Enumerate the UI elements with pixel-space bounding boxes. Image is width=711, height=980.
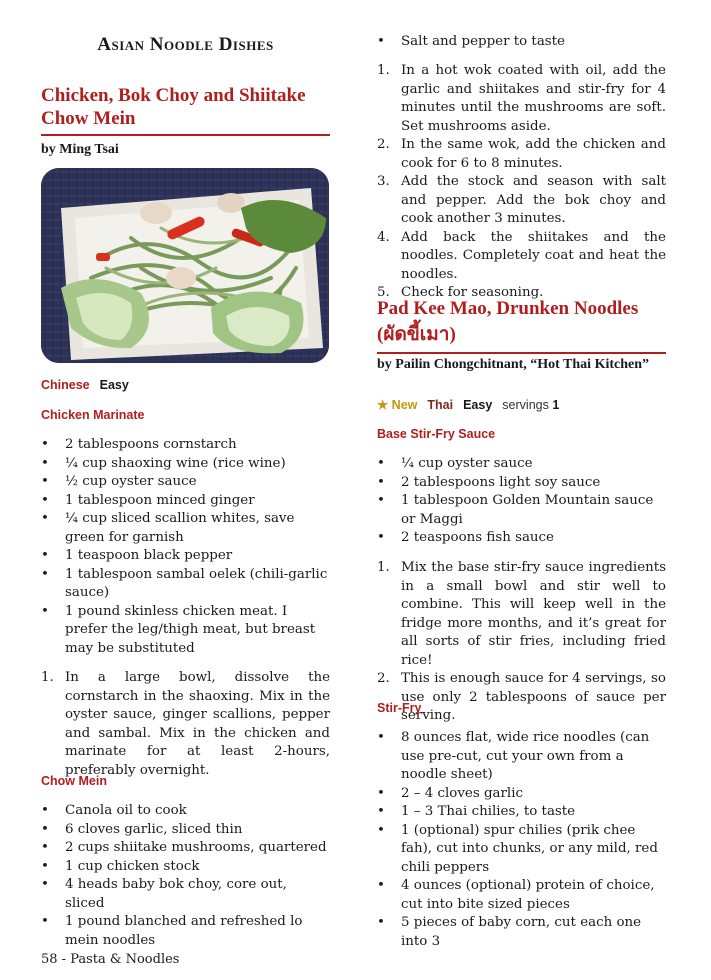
stir-fry-ingredients <box>377 729 666 951</box>
list-item: • 5 pieces of baby corn, cut each one into 3 <box>377 914 666 951</box>
tag-difficulty[interactable]: Easy <box>463 398 493 412</box>
step-item: 3. Add the stock and season with salt and pepper. Add the bok choy and cook another 3 minutes. <box>377 174 666 226</box>
list-item: • 6 cloves garlic, sliced thin <box>41 821 330 840</box>
list-item: • ¼ cup shaoxing wine (rice wine) <box>41 455 330 474</box>
list-item: • 1 (optional) spur chilies (prik chee fah), cut into chunks, or any mild, red chili peppers <box>377 822 666 878</box>
list-item: • 2 – 4 cloves garlic <box>377 785 666 804</box>
list-item: • 1 teaspoon black pepper <box>41 547 330 566</box>
step-item: 5. Check for seasoning. <box>377 285 544 300</box>
recipe-photo <box>41 168 329 363</box>
list-item: • 2 teaspoons fish sauce <box>377 529 666 548</box>
recipe1-title: Chicken, Bok Choy and Shiitake Chow Mein <box>41 84 330 136</box>
recipe1-author: by Ming Tsai <box>41 142 119 157</box>
section-heading-stir-fry: Stir-Fry <box>377 701 422 715</box>
recipe2-author: by Pailin Chongchitnant, “Hot Thai Kitchen” <box>377 357 650 372</box>
list-item: • ¼ cup sliced scallion whites, save green for garnish <box>41 510 330 547</box>
tag-cuisine[interactable]: Thai <box>427 398 454 412</box>
list-item: • 8 ounces flat, wide rice noodles (can use pre-cut, cut your own from a noodle sheet) <box>377 729 666 785</box>
list-item: • 1 tablespoon sambal oelek (chili-garlic sauce) <box>41 566 330 603</box>
chow-mein-ingredients <box>41 802 330 950</box>
section-heading-chow-mein: Chow Mein <box>41 774 107 788</box>
list-item: • 1 pound blanched and refreshed lo mein noodles <box>41 913 330 950</box>
book-section-title: Asian Noodle Dishes <box>97 34 274 55</box>
step-item: 2. In the same wok, add the chicken and cook for 6 to 8 minutes. <box>377 137 666 171</box>
list-item: • ½ cup oyster sauce <box>41 473 330 492</box>
page-footer: 58 - Pasta & Noodles <box>41 952 180 967</box>
tag-cuisine[interactable]: Chinese <box>41 378 90 392</box>
list-item: • 2 tablespoons cornstarch <box>41 436 330 455</box>
sauce-ingredients <box>377 455 666 548</box>
list-item: • 1 tablespoon Golden Mountain sauce or Maggi <box>377 492 666 529</box>
recipe2-title-line2: (ผัดขี้เมา) <box>377 324 456 345</box>
list-item: • 4 heads baby bok choy, core out, sliced <box>41 876 330 913</box>
list-item: • Salt and pepper to taste <box>377 33 666 52</box>
step-item: 1. Mix the base stir-fry sauce ingredients in a small bowl and stir well to combine. This will keep well in the fridge more months, and it’s great for all sorts of stir fries, including fried rice! <box>377 560 666 668</box>
recipe2-title-line1: Pad Kee Mao, Drunken Noodles <box>377 298 639 319</box>
step-item: 2. This is enough sauce for 4 servings, so use only 2 tablespoons of sauce per serving. <box>377 671 666 723</box>
list-item: • 1 tablespoon minced ginger <box>41 492 330 511</box>
step-item: 1. In a large bowl, dissolve the cornstarch in the shaoxing. Mix in the oyster sauce, ginger scallions, pepper and sambal. Mix in the chicken and marinate for at least 2-hours, preferably overnight. <box>41 670 330 778</box>
list-item: • 4 ounces (optional) protein of choice, cut into bite sized pieces <box>377 877 666 914</box>
section-heading-marinate: Chicken Marinate <box>41 408 145 422</box>
section-heading-sauce: Base Stir-Fry Sauce <box>377 427 496 441</box>
tag-new[interactable]: ★ New <box>377 398 418 412</box>
list-item: • 2 cups shiitake mushrooms, quartered <box>41 839 330 858</box>
servings-label: servings <box>502 398 549 412</box>
list-item: • 1 pound skinless chicken meat. I prefer the leg/thigh meat, but breast may be substituted <box>41 603 330 659</box>
servings-value[interactable]: 1 <box>552 398 560 412</box>
chow-mein-ingredients-cont <box>377 33 666 52</box>
marinate-ingredients <box>41 436 330 658</box>
list-item: • 2 tablespoons light soy sauce <box>377 474 666 493</box>
tag-difficulty[interactable]: Easy <box>99 378 129 392</box>
list-item: • 1 cup chicken stock <box>41 858 330 877</box>
list-item: • ¼ cup oyster sauce <box>377 455 666 474</box>
recipe2-tags <box>377 397 569 412</box>
step-item: 1. In a hot wok coated with oil, add the garlic and shiitakes and stir-fry for 4 minutes until the mushrooms are soft. Set mushrooms aside. <box>377 63 666 134</box>
list-item: • 1 – 3 Thai chilies, to taste <box>377 803 666 822</box>
recipe2-title <box>377 296 666 354</box>
list-item: • Canola oil to cook <box>41 802 330 821</box>
chow-mein-photo-icon <box>41 168 329 363</box>
step-item: 4. Add back the shiitakes and the noodles. Completely coat and heat the noodles. <box>377 229 666 282</box>
recipe1-tags <box>41 378 139 392</box>
chow-mein-steps <box>377 62 666 303</box>
marinate-steps <box>41 669 330 780</box>
